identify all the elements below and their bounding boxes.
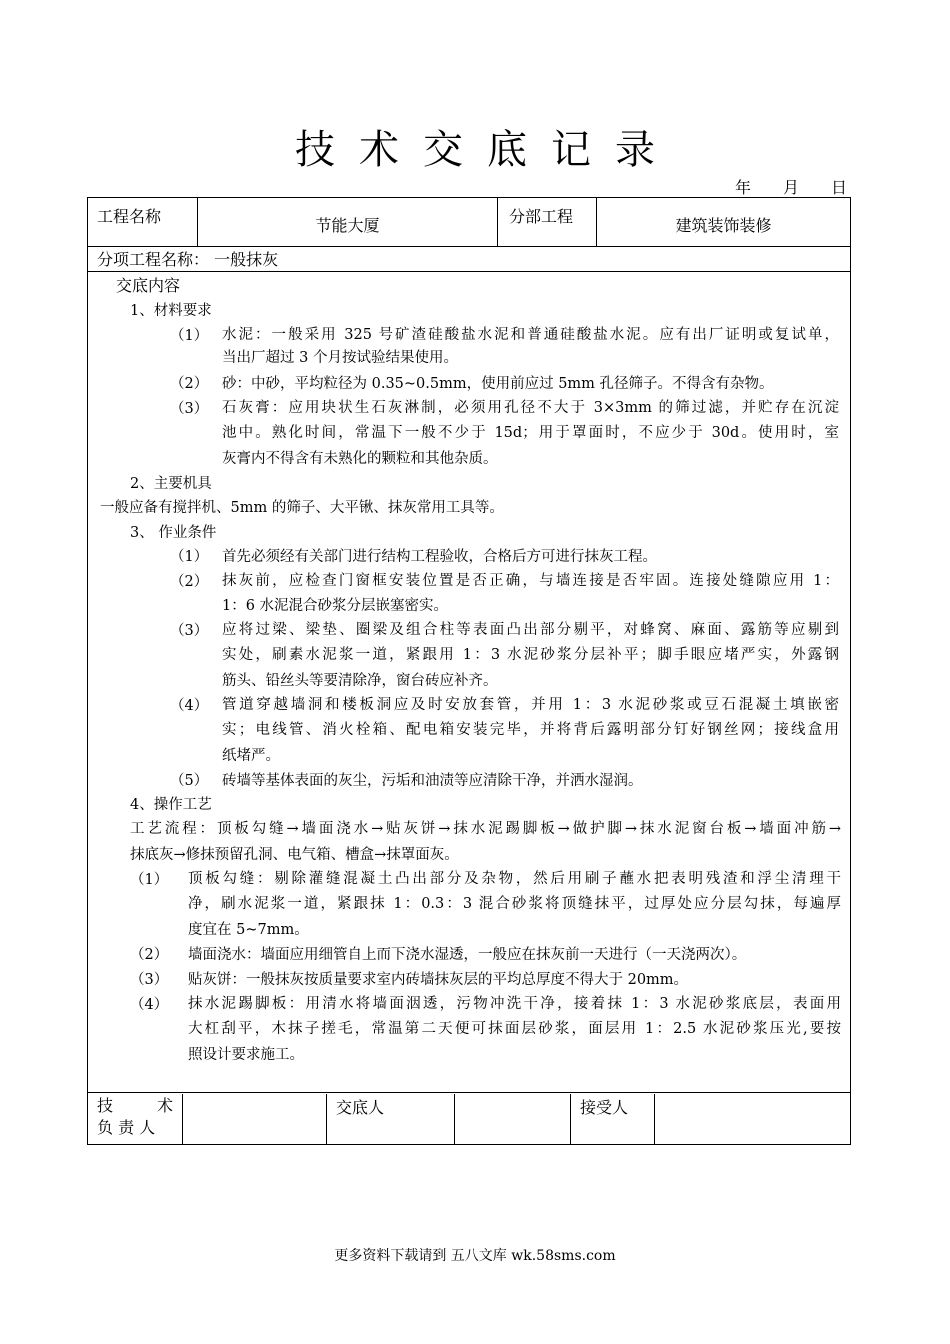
paragraph-line: 实；电线管、消火栓箱、配电箱安装完毕，并将背后露明部分钉好钢丝网；接线盒用 bbox=[222, 722, 839, 738]
receiver-label: 接受人 bbox=[571, 1094, 655, 1144]
paragraph-line: 净，刷水泥浆一道，紧跟抹 1：0.3：3 混合砂浆将顶缝抹平，过厚处应分层勾抹，每遍厚 bbox=[188, 896, 841, 912]
section-1-title: 1、材料要求 bbox=[130, 303, 212, 319]
project-name-value: 节能大厦 bbox=[198, 198, 498, 246]
tech-lead-label-line-2: 负 责 人 bbox=[97, 1118, 156, 1137]
paragraph-line: 抹灰前，应检查门窗框安装位置是否正确，与墙连接是否牢固。连接处缝隙应用 1： bbox=[222, 573, 839, 589]
item-number: （1） bbox=[170, 549, 209, 565]
paragraph-line: 当出厂超过 3 个月按试验结果使用。 bbox=[222, 350, 458, 366]
item-number: （5） bbox=[170, 773, 209, 789]
tech-lead-label-line-1 bbox=[97, 1095, 173, 1117]
paragraph-line: 1：6 水泥混合砂浆分层嵌塞密实。 bbox=[222, 598, 449, 614]
section-2-title: 2、主要机具 bbox=[130, 476, 212, 492]
handover-content bbox=[88, 273, 850, 1093]
paragraph-line: 墙面浇水：墙面应用细管自上而下浇水湿透，一般应在抹灰前一天进行（一天浇两次）。 bbox=[188, 947, 747, 963]
record-table bbox=[87, 197, 851, 1145]
tech-lead-signature[interactable] bbox=[183, 1094, 327, 1144]
paragraph-line: 池中。熟化时间，常温下一般不少于 15d；用于罩面时，不应少于 30d。使用时，室 bbox=[222, 425, 839, 441]
paragraph-line: 砂：中砂，平均粒径为 0.35~0.5mm，使用前应过 5mm 孔径筛子。不得含有杂物。 bbox=[222, 376, 774, 392]
tech-lead-label bbox=[88, 1094, 183, 1144]
receiver-signature[interactable] bbox=[655, 1094, 850, 1144]
handover-signature[interactable] bbox=[455, 1094, 571, 1144]
project-name-label: 工程名称 bbox=[88, 198, 198, 246]
footer-note: 更多资料下载请到 五八文库 wk.58sms.com bbox=[334, 1248, 616, 1264]
item-number: （3） bbox=[130, 972, 169, 988]
item-number: （2） bbox=[130, 947, 169, 963]
paragraph-line: 实处，刷素水泥浆一道，紧跟用 1：3 水泥砂浆分层补平；脚手眼应堵严实，外露钢 bbox=[222, 647, 839, 663]
paragraph-line: 大杠刮平，木抹子搓毛，常温第二天便可抹面层砂浆，面层用 1：2.5 水泥砂浆压光,要按 bbox=[188, 1021, 841, 1037]
item-number: （2） bbox=[170, 574, 209, 590]
paragraph-line: 管道穿越墙洞和楼板洞应及时安放套管，并用 1：3 水泥砂浆或豆石混凝土填嵌密 bbox=[222, 697, 839, 713]
section-4-title: 4、操作工艺 bbox=[130, 797, 212, 813]
paragraph-line: 抹底灰→修抹预留孔洞、电气箱、槽盒→抹罩面灰。 bbox=[130, 847, 459, 863]
item-number: （2） bbox=[170, 376, 209, 392]
paragraph-line: 砖墙等基体表面的灰尘，污垢和油渍等应清除干净，并洒水湿润。 bbox=[222, 773, 643, 789]
handover-label: 交底人 bbox=[327, 1094, 455, 1144]
division-label: 分部工程 bbox=[498, 198, 597, 246]
item-number: （4） bbox=[170, 698, 209, 714]
paragraph-line: 顶板勾缝：剔除灌缝混凝土凸出部分及杂物，然后用刷子蘸水把表明残渣和浮尘清理干 bbox=[188, 871, 841, 887]
document-title: 技术交底记录 bbox=[295, 127, 679, 173]
tech-lead-char-1: 技 bbox=[97, 1096, 114, 1115]
paragraph-line: 抹水泥踢脚板：用清水将墙面洇透，污物冲洗干净，接着抹 1：3 水泥砂浆底层，表面用 bbox=[188, 996, 841, 1012]
date-day: 日 bbox=[830, 178, 847, 197]
paragraph-line: 石灰膏：应用块状生石灰淋制，必须用孔径不大于 3×3mm 的筛过滤，并贮存在沉淀 bbox=[222, 400, 839, 416]
item-number: （3） bbox=[170, 401, 209, 417]
paragraph-line: 灰膏内不得含有未熟化的颗粒和其他杂质。 bbox=[222, 451, 498, 467]
item-number: （1） bbox=[130, 872, 169, 888]
paragraph-line: 贴灰饼：一般抹灰按质量要求室内砖墙抹灰层的平均总厚度不得大于 20mm。 bbox=[188, 972, 689, 988]
paragraph-line: 度宜在 5~7mm。 bbox=[188, 922, 309, 938]
header-row bbox=[88, 198, 850, 247]
paragraph-line: 筋头、铅丝头等要清除净，窗台砖应补齐。 bbox=[222, 673, 498, 689]
subitem-row: 分项工程名称： 一般抹灰 bbox=[88, 247, 850, 272]
date-year: 年 bbox=[735, 178, 752, 197]
paragraph-line: 纸堵严。 bbox=[222, 748, 280, 764]
signature-row bbox=[88, 1094, 850, 1144]
date-month: 月 bbox=[782, 178, 799, 197]
tech-lead-char-2: 术 bbox=[156, 1096, 173, 1115]
paragraph-line: 水泥：一般采用 325 号矿渣硅酸盐水泥和普通硅酸盐水泥。应有出厂证明或复试单， bbox=[222, 327, 839, 343]
paragraph-line: 应将过梁、梁垫、圈梁及组合柱等表面凸出部分剔平，对蜂窝、麻面、露筋等应剔到 bbox=[222, 622, 839, 638]
paragraph-line: 照设计要求施工。 bbox=[188, 1047, 304, 1063]
paragraph-line: 首先必须经有关部门进行结构工程验收，合格后方可进行抹灰工程。 bbox=[222, 549, 657, 565]
item-number: （1） bbox=[170, 328, 209, 344]
paragraph-line: 工艺流程：顶板勾缝→墙面浇水→贴灰饼→抹水泥踢脚板→做护脚→抹水泥窗台板→墙面冲筋→ bbox=[130, 821, 841, 837]
item-number: （4） bbox=[130, 997, 169, 1013]
section-3-title: 3、 作业条件 bbox=[130, 525, 217, 541]
division-value: 建筑装饰装修 bbox=[675, 216, 772, 235]
paragraph-line: 一般应备有搅拌机、5mm 的筛子、大平锹、抹灰常用工具等。 bbox=[100, 500, 504, 516]
date-line bbox=[735, 175, 847, 198]
item-number: （3） bbox=[170, 623, 209, 639]
content-heading: 交底内容 bbox=[116, 276, 181, 295]
